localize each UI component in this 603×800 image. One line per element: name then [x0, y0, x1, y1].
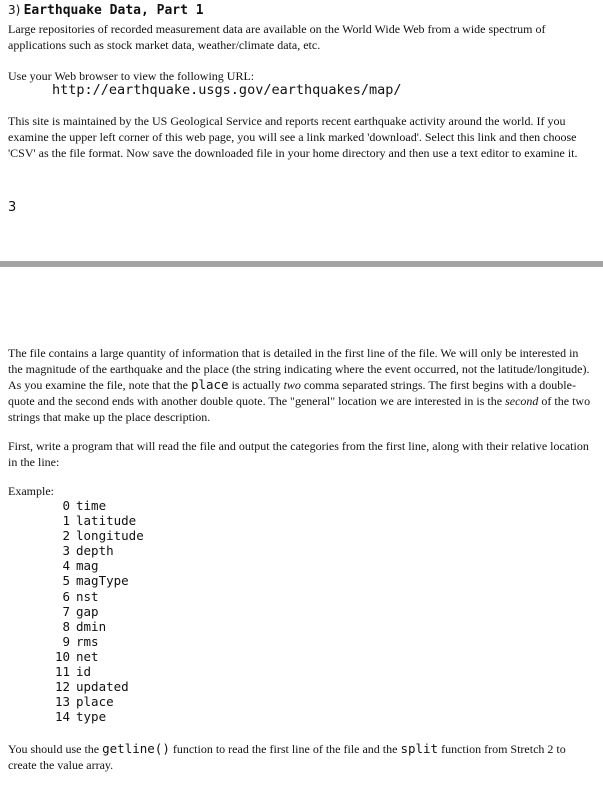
category-item [48, 619, 144, 634]
category-item [48, 679, 144, 694]
category-name: magType [76, 573, 129, 589]
category-name: id [76, 664, 92, 680]
category-index: 12 [54, 679, 70, 695]
category-name: gap [76, 603, 99, 619]
site-description-paragraph: This site is maintained by the US Geological Service and reports recent earthquake activity around the world. If you examine the upper left corner of this web page, you will see a link marked 'download'. Select this link and then choose 'CSV' as the file format. Now save the downloaded file in your home directory and then use a text editor to examine it. [8, 114, 578, 160]
category-name: latitude [76, 513, 137, 529]
category-index: 9 [62, 633, 70, 649]
example-label: Example: [8, 484, 54, 498]
category-index: 1 [62, 513, 70, 529]
category-item [48, 498, 144, 513]
category-index: 10 [54, 648, 70, 664]
category-index: 2 [62, 528, 70, 544]
split-code: split [400, 741, 439, 756]
problem-heading [8, 1, 204, 20]
category-index: 8 [62, 618, 70, 634]
category-item [48, 589, 144, 604]
category-item [48, 664, 144, 679]
category-index: 3 [62, 543, 70, 559]
category-item [48, 694, 144, 709]
category-item [48, 558, 144, 573]
second-emphasis: second [505, 394, 539, 408]
category-name: dmin [76, 618, 107, 634]
browse-instruction: Use your Web browser to view the following URL: [8, 69, 255, 83]
category-index: 14 [54, 709, 70, 725]
category-item [48, 528, 144, 543]
category-name: place [76, 694, 114, 710]
category-item [48, 543, 144, 558]
category-name: rms [76, 633, 99, 649]
category-index: 0 [62, 498, 70, 513]
category-index: 5 [62, 573, 70, 589]
closing-paragraph: You should use the getline() function to read the first line of the file and the split function from Stretch 2 to create the value array. [8, 741, 566, 772]
category-index: 11 [54, 664, 70, 680]
problem-number: 3) [8, 3, 21, 17]
category-name: net [76, 648, 99, 664]
page-divider [0, 261, 603, 267]
category-item [48, 604, 144, 619]
category-item [48, 649, 144, 664]
category-name: depth [76, 543, 114, 559]
category-index: 13 [54, 694, 70, 710]
category-list [48, 498, 144, 724]
url-text: http://earthquake.usgs.gov/earthquakes/map/ [52, 82, 402, 98]
category-index: 7 [62, 603, 70, 619]
category-name: time [76, 498, 107, 513]
category-item [48, 634, 144, 649]
category-name: updated [76, 679, 129, 695]
category-item [48, 709, 144, 724]
category-name: nst [76, 588, 99, 604]
task-paragraph: First, write a program that will read the file and output the categories from the first line, along with their relative location in the line: [8, 439, 589, 469]
page-number: 3 [8, 200, 17, 215]
file-description-paragraph: The file contains a large quantity of information that is detailed in the first line of the file. We will only be interested in the magnitude of the earthquake and the place (the string indicating where the event occurred, not the latitude/longitude). As you examine the file, note that the place is actually two comma separated strings. The first begins with a double-quote and the second ends with another double quote. The "general" location we are interested in is the second of the two strings that make up the place description. [8, 346, 591, 424]
category-name: mag [76, 558, 99, 574]
category-name: type [76, 709, 107, 725]
category-index: 4 [62, 558, 70, 574]
problem-title: Earthquake Data, Part 1 [23, 3, 204, 18]
two-emphasis: two [283, 378, 301, 392]
category-item [48, 573, 144, 588]
category-index: 6 [62, 588, 70, 604]
intro-paragraph: Large repositories of recorded measurement data are available on the World Wide Web from a wide spectrum of applications such as stock market data, weather/climate data, etc. [8, 22, 546, 52]
getline-code: getline() [102, 741, 170, 756]
category-item [48, 513, 144, 528]
place-keyword: place [190, 377, 229, 392]
category-name: longitude [76, 528, 144, 544]
